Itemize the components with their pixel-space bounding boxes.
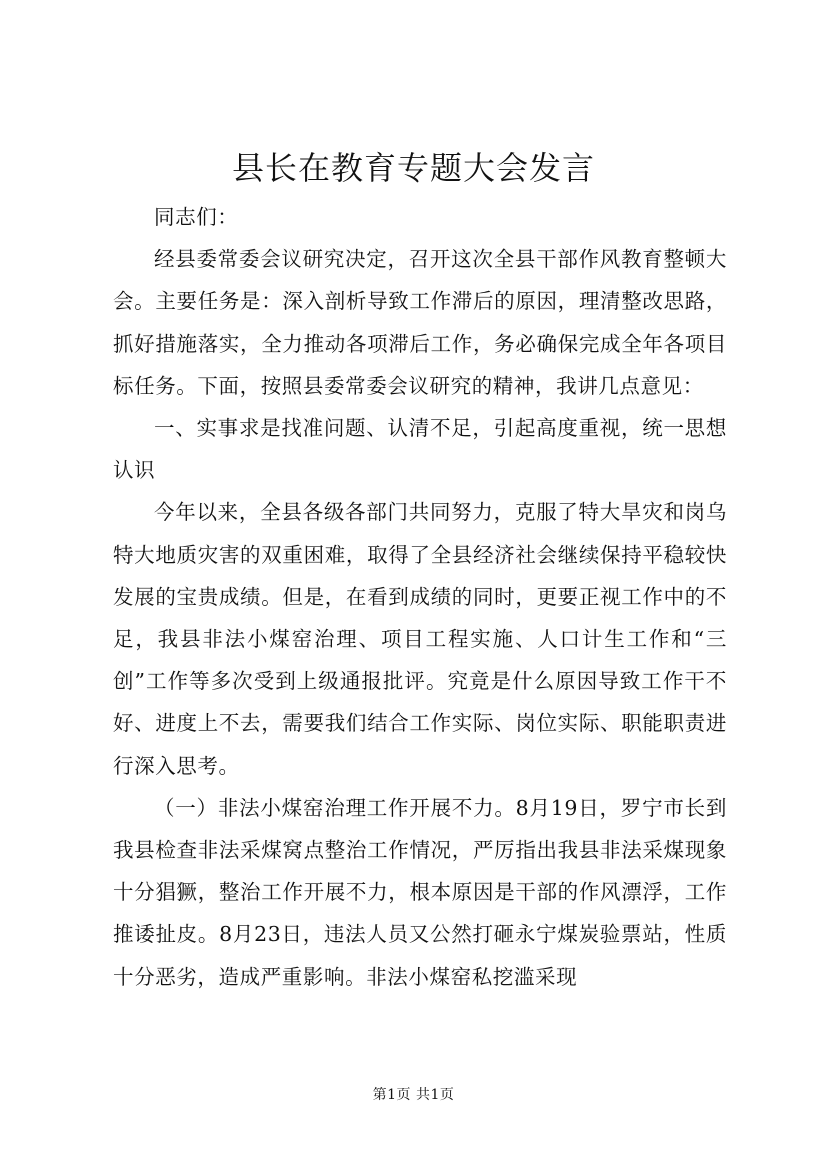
intro-paragraph: 经县委常委会议研究决定，召开这次全县干部作风教育整顿大会。主要任务是：深入剖析导致工作滞后的原因，理清整改思路，抓好措施落实，全力推动各项滞后工作，务必确保完成全年各项目标任务。下面，按照县委常委会议研究的精神，我讲几点意见： [113, 247, 727, 398]
document-title: 县长在教育专题大会发言 [231, 149, 595, 187]
section-heading-1: 一、实事求是找准问题、认清不足，引起高度重视，统一思想认识 [113, 416, 727, 483]
salutation-paragraph: 同志们： [154, 205, 239, 229]
document-body [113, 196, 727, 998]
body-paragraph: 今年以来，全县各级各部门共同努力，克服了特大旱灾和岗乌特大地质灾害的双重困难，取得了全县经济社会继续保持平稳较快发展的宝贵成绩。但是，在看到成绩的同时，更要正视工作中的不足，我县非法小煤窑治理、项目工程实施、人口计生工作和“三创”工作等多次受到上级通报批评。究竟是什么原因导致工作干不好、进度上不去，需要我们结合工作实际、岗位实际、职能职责进行深入思考。 [113, 500, 727, 778]
page-footer: 第1页 共1页 [372, 1087, 455, 1103]
subsection-paragraph-1: （一）非法小煤窑治理工作开展不力。8月19日，罗宁市长到我县检查非法采煤窝点整治工作情况，严厉指出我县非法采煤现象十分猖獗，整治工作开展不力，根本原因是干部的作风漂浮，工作推诿扯皮。8月23日，违法人员又公然打砸永宁煤炭验票站，性质十分恶劣，造成严重影响。非法小煤窑私挖滥采现 [113, 795, 727, 989]
